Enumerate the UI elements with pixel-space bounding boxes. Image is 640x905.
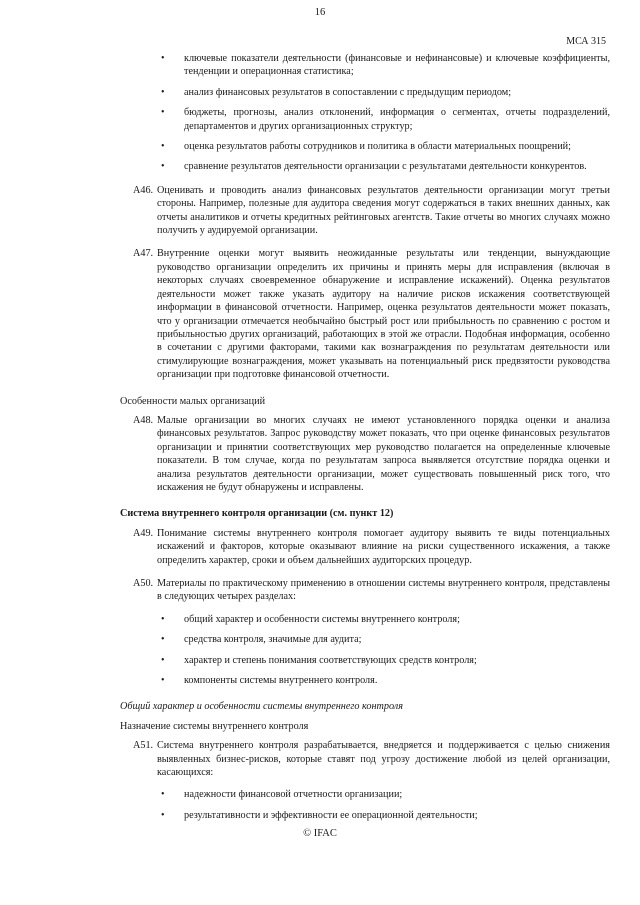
bullet-icon: • xyxy=(161,675,165,687)
paragraph-number: A49. xyxy=(133,527,154,539)
bullet-icon: • xyxy=(161,141,165,153)
paragraph-a46 xyxy=(120,184,610,238)
paragraph-a47 xyxy=(120,247,610,381)
paragraph-number: A51. xyxy=(133,740,154,752)
heading-small-entities: Особенности малых организаций xyxy=(120,395,266,407)
page-number: 16 xyxy=(314,7,326,18)
paragraph-number: A48. xyxy=(133,414,154,426)
list-item: • анализ финансовых результатов в сопоставлении с предыдущим периодом; xyxy=(161,86,512,98)
heading-purpose: Назначение системы внутреннего контроля xyxy=(120,720,309,732)
paragraph-a50 xyxy=(120,577,610,604)
paragraph-text: Понимание системы внутреннего контроля помогает аудитору выявить те виды потенциальных искажений и факторов, которые оказывают влияние на риски существенного искажения, а также определить характер, сроки и объем дальнейших аудиторских процедур. xyxy=(157,527,610,566)
bullet-icon: • xyxy=(161,613,165,625)
list-item: • ключевые показатели деятельности (финансовые и нефинансовые) и ключевые коэффициенты, тенденции и операционная статистика; xyxy=(161,53,610,78)
a50-bullet-list xyxy=(120,613,610,688)
list-item: • общий характер и особенности системы внутреннего контроля; xyxy=(161,613,460,625)
a51-bullet-list xyxy=(120,788,610,822)
paragraph-text: Оценивать и проводить анализ финансовых результатов деятельности организации могут третьи стороны. Например, полезные для аудитора сведения могут содержаться в таких внешних данных, как отчеты аналитиков и отчеты кредитных рейтинговых агентств. Такие отчеты во многих случаях можно получить у аудируемой организации. xyxy=(157,184,610,237)
bullet-icon: • xyxy=(161,634,165,646)
list-item: • надежности финансовой отчетности организации; xyxy=(161,789,403,801)
page-content xyxy=(120,52,610,829)
bullet-icon: • xyxy=(161,654,165,666)
list-item: • средства контроля, значимые для аудита; xyxy=(161,634,362,646)
bullet-icon: • xyxy=(161,809,165,821)
bullet-icon: • xyxy=(161,86,165,98)
paragraph-number: A46. xyxy=(133,184,154,196)
paragraph-text: Малые организации во многих случаях не имеют установленного порядка оценки и анализа финансовых результатов. Запрос руководству может показать, что при оценке финансовых результатов организации и принятии соответствующих мер руководство полагается на определенные ключевые показатели. В том случае, когда по результатам запроса выявляется отсутствие порядка оценки и анализа результатов деятельности организации, может существовать повышенный риск того, что искажения не будут обнаружены и исправлены. xyxy=(157,414,610,493)
bullet-icon: • xyxy=(161,107,165,119)
list-item: • компоненты системы внутреннего контроля. xyxy=(161,675,378,687)
list-item: • характер и степень понимания соответствующих средств контроля; xyxy=(161,654,477,666)
paragraph-text: Система внутреннего контроля разрабатывается, внедряется и поддерживается с целью снижения выявленных бизнес-рисков, которые ставят под угрозу достижение любой из целей организации, касающихся: xyxy=(157,740,610,779)
bullet-icon: • xyxy=(161,53,165,64)
document-code: МСА 315 xyxy=(566,36,606,47)
paragraph-number: A47. xyxy=(133,248,154,260)
paragraph-text: Внутренние оценки могут выявить неожиданные результаты или тенденции, вынуждающие руководство организации определить их причины и принять меры для исправления (включая в некоторых случаях своевременное обнаружение и исправление искажений). Оценка результатов деятельности может также указать аудитору на наличие рисков искажения соответствующей информации в финансовой отчетности. Например, оценка результатов деятельности может показать, что у организации отмечается необычайно быстрый рост или прибыльность по сравнению с ростом и прибыльностью других организаций, работающих в этой же отрасли. Подобная информация, особенно в сочетании с другими факторами, такими как вознаграждения по результатам деятельности или стимулирующие вознаграждения, может указывать на потенциальный риск предвзятости руководства организации при подготовке финансовой отчетности. xyxy=(157,248,610,381)
paragraph-a51 xyxy=(120,739,610,779)
list-item: • сравнение результатов деятельности организации с результатами деятельности конкурентов. xyxy=(161,161,587,173)
paragraph-a48 xyxy=(120,414,610,494)
bullet-icon: • xyxy=(161,789,165,801)
list-item: • оценка результатов работы сотрудников и политика в области материальных поощрений; xyxy=(161,141,571,153)
heading-general-nature: Общий характер и особенности системы внутреннего контроля xyxy=(120,701,403,713)
heading-internal-control: Система внутреннего контроля организации (см. пункт 12) xyxy=(120,508,394,520)
paragraph-text: Материалы по практическому применению в отношении системы внутреннего контроля, представлены в следующих четырех разделах: xyxy=(157,578,610,603)
copyright-footer: © IFAC xyxy=(303,828,337,839)
top-bullet-list xyxy=(120,52,610,174)
paragraph-a49 xyxy=(120,527,610,567)
list-item: • бюджеты, прогнозы, анализ отклонений, информация о сегментах, отчеты подразделений, департаментов и других организационных структур; xyxy=(161,107,610,132)
paragraph-number: A50. xyxy=(133,578,154,589)
bullet-icon: • xyxy=(161,161,165,173)
list-item: • результативности и эффективности ее операционной деятельности; xyxy=(161,809,478,821)
